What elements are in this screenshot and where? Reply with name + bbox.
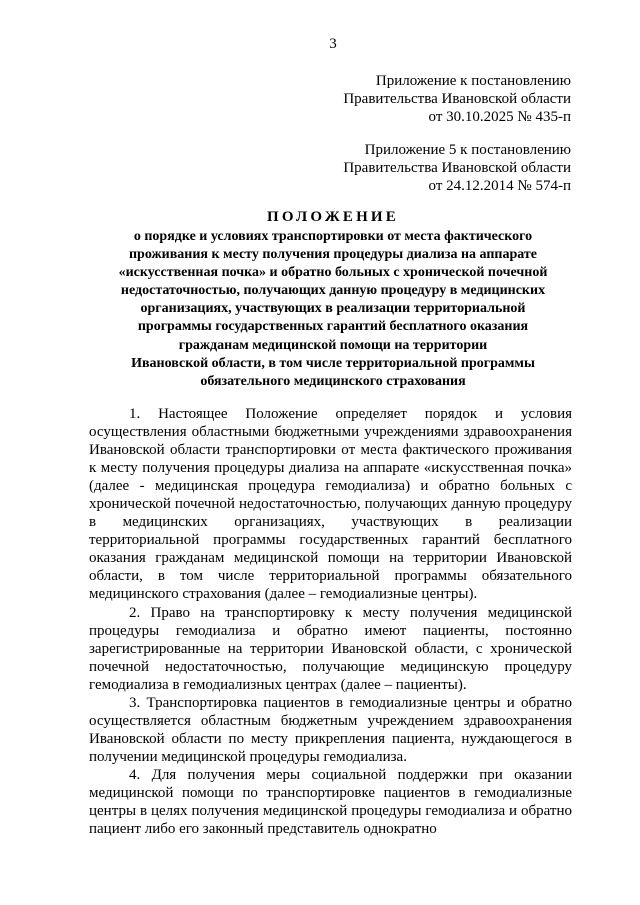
appendix-original-line-1: Приложение 5 к постановлению — [364, 142, 571, 158]
subtitle-line: недостаточностью, получающих данную процедуру в медицинских — [120, 283, 546, 299]
appendix-current-line-2: Правительства Ивановской области — [343, 91, 571, 107]
subtitle-line: проживания к месту получения процедуры диализа на аппарате — [128, 247, 538, 263]
appendix-current-line-1: Приложение к постановлению — [375, 73, 571, 89]
subtitle-line: гражданам медицинской помощи на территории — [178, 337, 488, 353]
appendix-original-line-3: от 24.12.2014 № 574-п — [428, 178, 571, 194]
paragraph-3: 3. Транспортировка пациентов в гемодиализные центры и обратно осуществляется областным бюджетным учреждением здравоохранения Ивановской области по месту прикрепления пациента, нуждающегося в получении медицинской процедуры гемодиализа. — [89, 694, 572, 765]
paragraph-4: 4. Для получения меры социальной поддержки при оказании медицинской помощи по транспортировке пациентов в гемодиализные центры в целях получения медицинской процедуры гемодиализа и обратно пациент либо его законный представитель однократно — [89, 766, 572, 838]
page-number: 3 — [329, 36, 337, 52]
subtitle-line: Ивановской области, в том числе территориальной программы — [131, 355, 535, 371]
subtitle-line: «искусственная почка» и обратно больных с хронической почечной — [118, 265, 548, 281]
subtitle-line: программы государственных гарантий бесплатного оказания — [137, 319, 529, 335]
appendix-header-current — [343, 72, 571, 126]
document-title: ПОЛОЖЕНИЕ — [266, 209, 400, 225]
appendix-original-line-2: Правительства Ивановской области — [343, 160, 571, 176]
paragraph-2: 2. Право на транспортировку к месту получения медицинской процедуры гемодиализа и обратно имеют пациенты, постоянно зарегистрированные на территории Ивановской области, с хронической почечной недостаточностью, получающие медицинскую процедуру гемодиализа в гемодиализных центрах (далее – пациенты). — [89, 604, 572, 693]
document-body — [89, 405, 572, 838]
paragraph-1: 1. Настоящее Положение определяет порядок и условия осуществления областными бюджетными учреждениями здравоохранения Ивановской области транспортировки от места фактического проживания к месту получения процедуры диализа на аппарате «искусственная почка» (далее - медицинская процедура гемодиализа) и обратно больных с хронической почечной недостаточностью, получающих данную процедуру в медицинских организациях, участвующих в реализации территориальной программы государственных гарантий бесплатного оказания гражданам медицинской помощи на территории Ивановской области, в том числе территориальной программы обязательного медицинского страхования (далее – гемодиализные центры). — [89, 406, 572, 603]
subtitle-line: организациях, участвующих в реализации территориальной — [140, 301, 526, 317]
appendix-header-original — [343, 141, 571, 195]
subtitle-line: о порядке и условиях транспортировки от места фактического — [133, 229, 533, 244]
document-subtitle — [100, 228, 566, 391]
subtitle-line: обязательного медицинского страхования — [200, 373, 466, 389]
appendix-current-line-3: от 30.10.2025 № 435-п — [428, 109, 571, 125]
